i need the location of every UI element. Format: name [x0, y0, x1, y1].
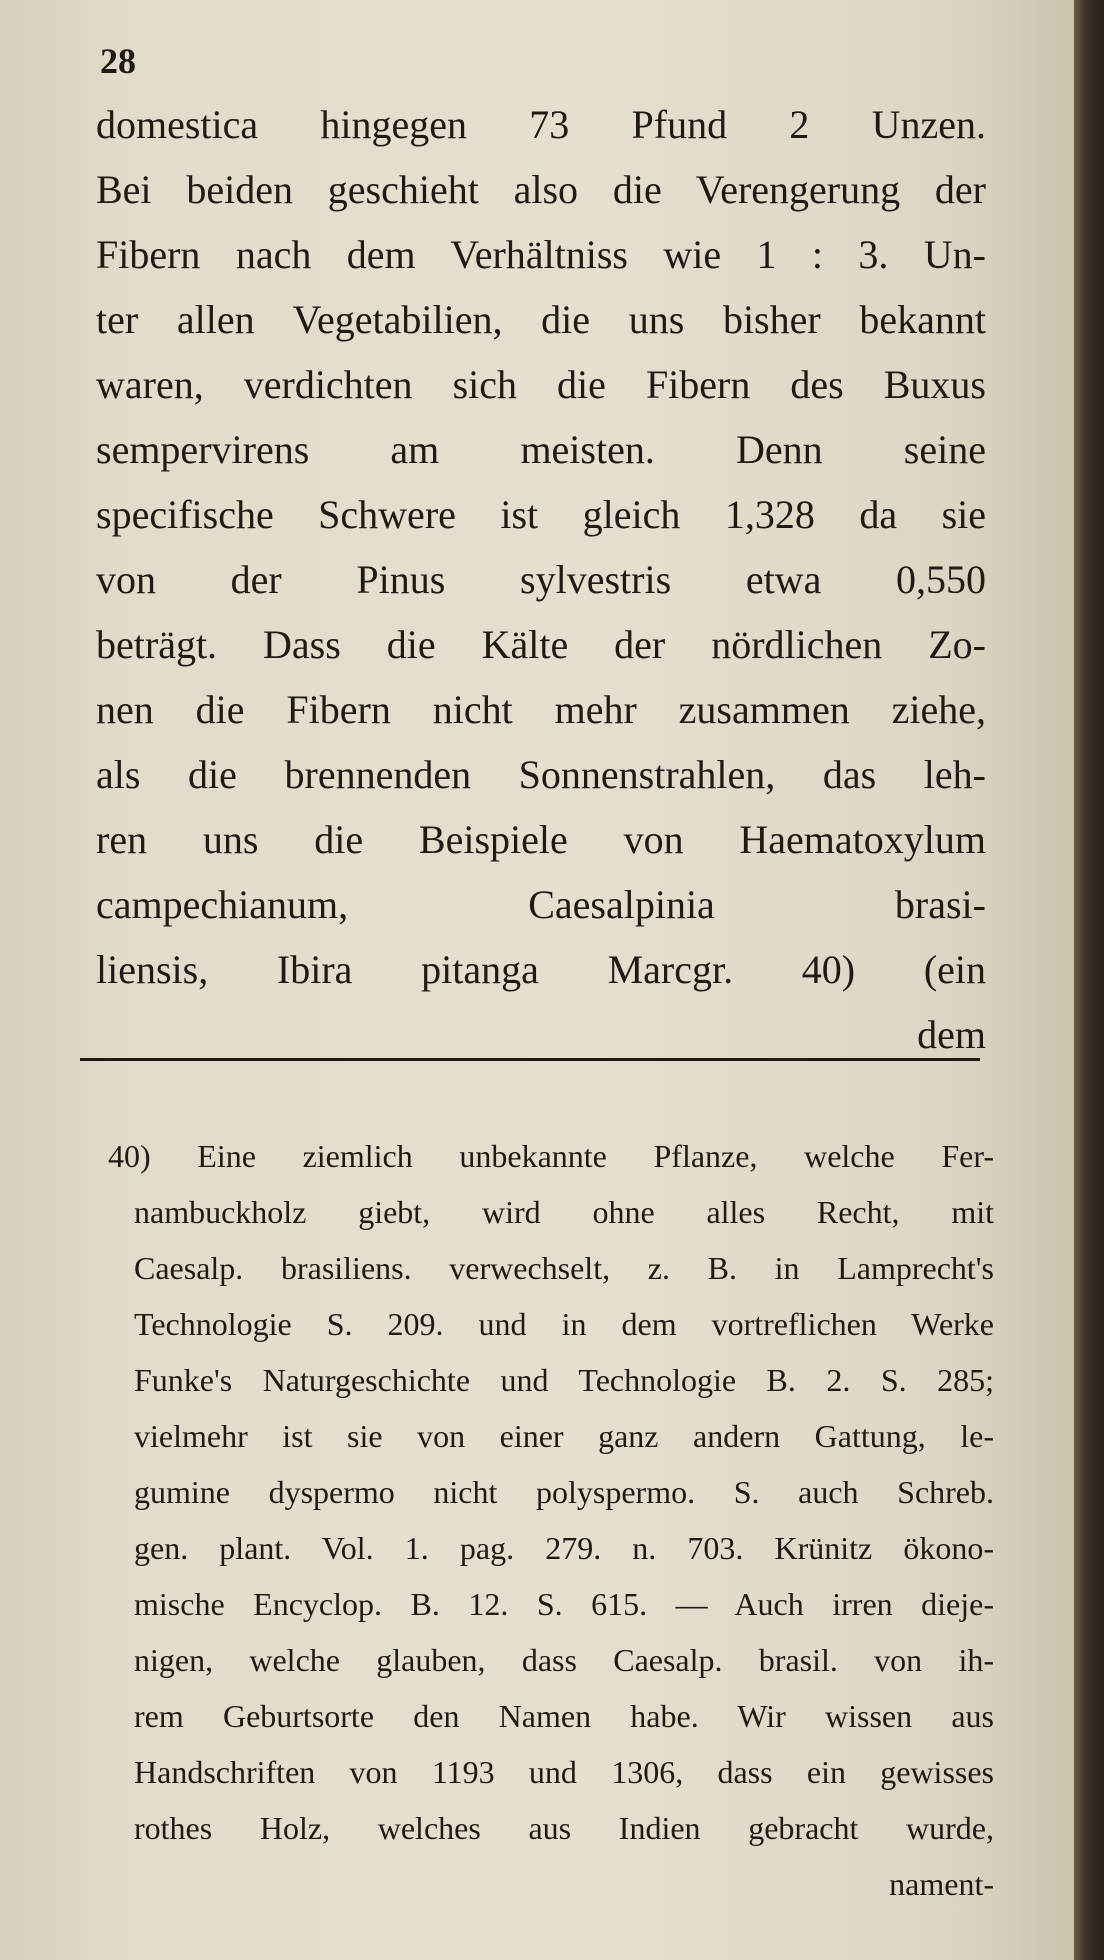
footnote-line: nigen, welche glauben, dass Caesalp. brasil. von ih-	[134, 1642, 994, 1678]
footnote-line: rem Geburtsorte den Namen habe. Wir wissen aus	[134, 1698, 994, 1734]
text-line: waren, verdichten sich die Fibern des Buxus	[96, 362, 986, 407]
footnote-line: gen. plant. Vol. 1. pag. 279. n. 703. Krünitz ökono-	[134, 1530, 994, 1566]
footnote-line: rothes Holz, welches aus Indien gebracht wurde,	[134, 1810, 994, 1846]
footnote-line: Caesalp. brasiliens. verwechselt, z. B. in Lamprecht's	[134, 1250, 994, 1286]
text-line: von der Pinus sylvestris etwa 0,550	[96, 557, 986, 602]
footnote-divider	[80, 1058, 980, 1061]
text-line: sempervirens am meisten. Denn seine	[96, 427, 986, 472]
text-line: ter allen Vegetabilien, die uns bisher bekannt	[96, 297, 986, 342]
book-gutter	[1074, 0, 1104, 1960]
text-line: Bei beiden geschieht also die Verengerung der	[96, 167, 986, 212]
text-line: beträgt. Dass die Kälte der nördlichen Zo-	[96, 622, 986, 667]
footnote-line: vielmehr ist sie von einer ganz andern Gattung, le-	[134, 1418, 994, 1454]
footnote-line: gumine dyspermo nicht polyspermo. S. auch Schreb.	[134, 1474, 994, 1510]
main-text	[96, 92, 986, 1067]
footnote-line: Technologie S. 209. und in dem vortreflichen Werke	[134, 1306, 994, 1342]
footnote-line: nambuckholz giebt, wird ohne alles Recht, mit	[134, 1194, 994, 1230]
text-line: campechianum, Caesalpinia brasi-	[96, 882, 986, 927]
text-line: als die brennenden Sonnenstrahlen, das leh-	[96, 752, 986, 797]
text-line: liensis, Ibira pitanga Marcgr. 40) (ein	[96, 947, 986, 992]
catchword: dem	[917, 1012, 986, 1057]
footnote-catchword: nament-	[889, 1866, 994, 1902]
footnote	[108, 1128, 994, 1912]
footnote-line: 40) Eine ziemlich unbekannte Pflanze, welche Fer-	[108, 1138, 994, 1174]
text-line: specifische Schwere ist gleich 1,328 da sie	[96, 492, 986, 537]
text-line: Fibern nach dem Verhältniss wie 1 : 3. Un-	[96, 232, 986, 277]
footnote-line: mische Encyclop. B. 12. S. 615. — Auch irren dieje-	[134, 1586, 994, 1622]
footnote-line: Funke's Naturgeschichte und Technologie B. 2. S. 285;	[134, 1362, 994, 1398]
page-number: 28	[100, 41, 136, 81]
text-line: nen die Fibern nicht mehr zusammen ziehe,	[96, 687, 986, 732]
footnote-line: Handschriften von 1193 und 1306, dass ein gewisses	[134, 1754, 994, 1790]
text-line: domestica hingegen 73 Pfund 2 Unzen.	[96, 102, 986, 147]
text-line: ren uns die Beispiele von Haematoxylum	[96, 817, 986, 862]
